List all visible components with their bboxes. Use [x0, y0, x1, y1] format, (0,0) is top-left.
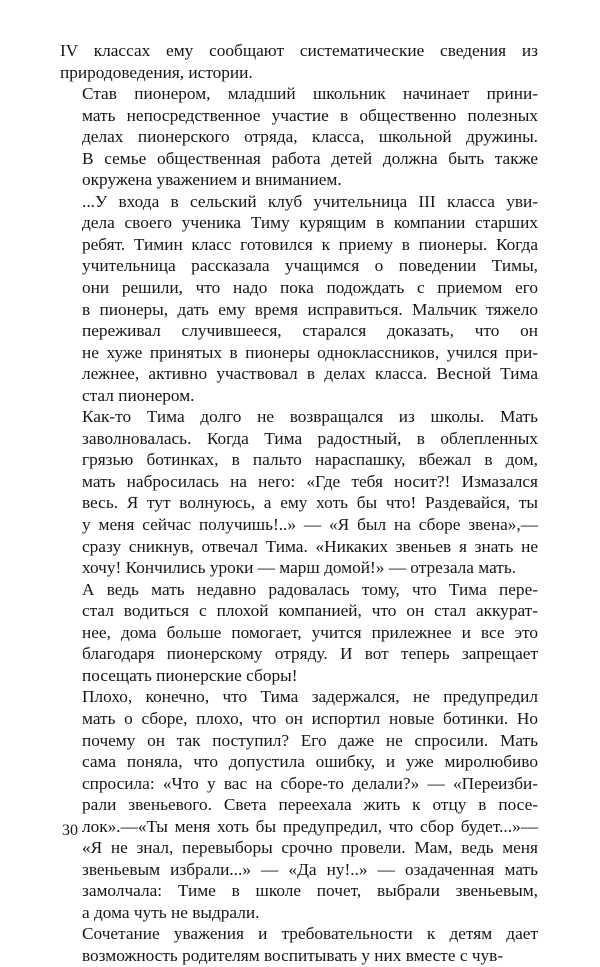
text-line: Став пионером, младший школьник начинает прини-: [82, 84, 538, 104]
text-line: «Я не знал, перевыборы срочно провели. Мам, ведь меня: [82, 838, 538, 858]
text-line: лок».—«Ты меня хоть бы предупредил, что сбор будет...»—: [82, 816, 538, 836]
text-line: посещать пионерские сборы!: [82, 665, 298, 685]
text-line: спросила: «Что у вас на сборе-то делали?» — «Переизби-: [82, 773, 538, 793]
paragraph: [60, 923, 538, 966]
text-line: они решили, что надо пока подождать с приемом его: [82, 278, 538, 298]
text-line: А ведь мать недавно радовалась тому, что Тима пере-: [82, 579, 538, 599]
text-line: ...У входа в сельский клуб учительница III класса уви-: [82, 191, 538, 211]
text-line: почему он так поступил? Его даже не спросили. Мать: [82, 730, 538, 750]
paragraph: [60, 40, 538, 83]
paragraph: [60, 406, 538, 578]
text-line: учительница рассказала учащимся о поведении Тимы,: [82, 256, 538, 276]
text-line: мать набросилась на него: «Где тебя носит?! Измазался: [82, 471, 538, 491]
text-line: В семье общественная работа детей должна быть также: [82, 148, 538, 168]
paragraph: [60, 191, 538, 406]
text-line: стал пионером.: [82, 385, 195, 405]
text-line: рали звеньевого. Света переехала жить к отцу в посе-: [82, 795, 538, 815]
text-line: мать непосредственное участие в общественно полезных: [82, 105, 538, 125]
text-line: стал водиться с плохой компанией, что он стал аккурат-: [82, 601, 538, 621]
text-line: заволновалась. Когда Тима радостный, в облепленных: [82, 428, 538, 448]
text-line: Плохо, конечно, что Тима задержался, не предупредил: [82, 687, 538, 707]
text-line: Как-то Тима долго не возвращался из школы. Мать: [82, 407, 538, 427]
text-line: звеньевым избрали...» — «Да ну!..» — озадаченная мать: [82, 859, 538, 879]
text-line: дела своего ученика Тиму курящим в компании старших: [82, 213, 538, 233]
text-line: природоведения, истории.: [60, 62, 253, 82]
text-line: хочу! Кончились уроки — марш домой!» — отрезала мать.: [82, 558, 517, 578]
paragraph: [60, 686, 538, 923]
text-line: у меня сейчас получишь!..» — «Я был на сборе звена»,—: [82, 515, 538, 535]
text-line: благодаря пионерскому отряду. И вот теперь запрещает: [82, 644, 538, 664]
text-line: весь. Я тут волнуюсь, а ему хоть бы что! Раздевайся, ты: [82, 493, 538, 513]
page-number: 30: [62, 822, 78, 839]
text-line: а дома чуть не выдрали.: [82, 902, 260, 922]
text-line: окружена уважением и вниманием.: [82, 170, 342, 190]
paragraph: [60, 83, 538, 191]
text-line: ребят. Тимин класс готовился к приему в пионеры. Когда: [82, 234, 538, 254]
text-line: сразу сникнув, отвечал Тима. «Никаких звеньев я знать не: [82, 536, 538, 556]
text-line: переживал случившееся, старался доказать, что он: [82, 321, 538, 341]
text-line: возможность родителям воспитывать у них вместе с чув-: [82, 945, 504, 965]
paragraph: [60, 579, 538, 687]
page-body: [60, 40, 538, 967]
text-line: грязью ботинках, в пальто нараспашку, вбежал в дом,: [82, 450, 538, 470]
text-line: не хуже принятых в пионеры одноклассников, учился при-: [82, 342, 538, 362]
text-line: замолчала: Тиме в школе почет, выбрали звеньевым,: [82, 881, 538, 901]
text-line: Сочетание уважения и требовательности к детям дает: [82, 924, 538, 944]
text-line: нее, дома больше помогает, учится прилежнее и все это: [82, 622, 538, 642]
text-line: мать о сборе, плохо, что он испортил новые ботинки. Но: [82, 708, 538, 728]
text-line: в пионеры, дать ему время исправиться. Мальчик тяжело: [82, 299, 538, 319]
text-line: IV классах ему сообщают систематические сведения из: [60, 41, 538, 60]
text-line: лежнее, активно участвовал в делах класса. Весной Тима: [82, 364, 538, 384]
text-line: делах пионерского отряда, класса, школьной дружины.: [82, 127, 538, 147]
text-line: сама поняла, что допустила ошибку, и уже миролюбиво: [82, 752, 538, 772]
